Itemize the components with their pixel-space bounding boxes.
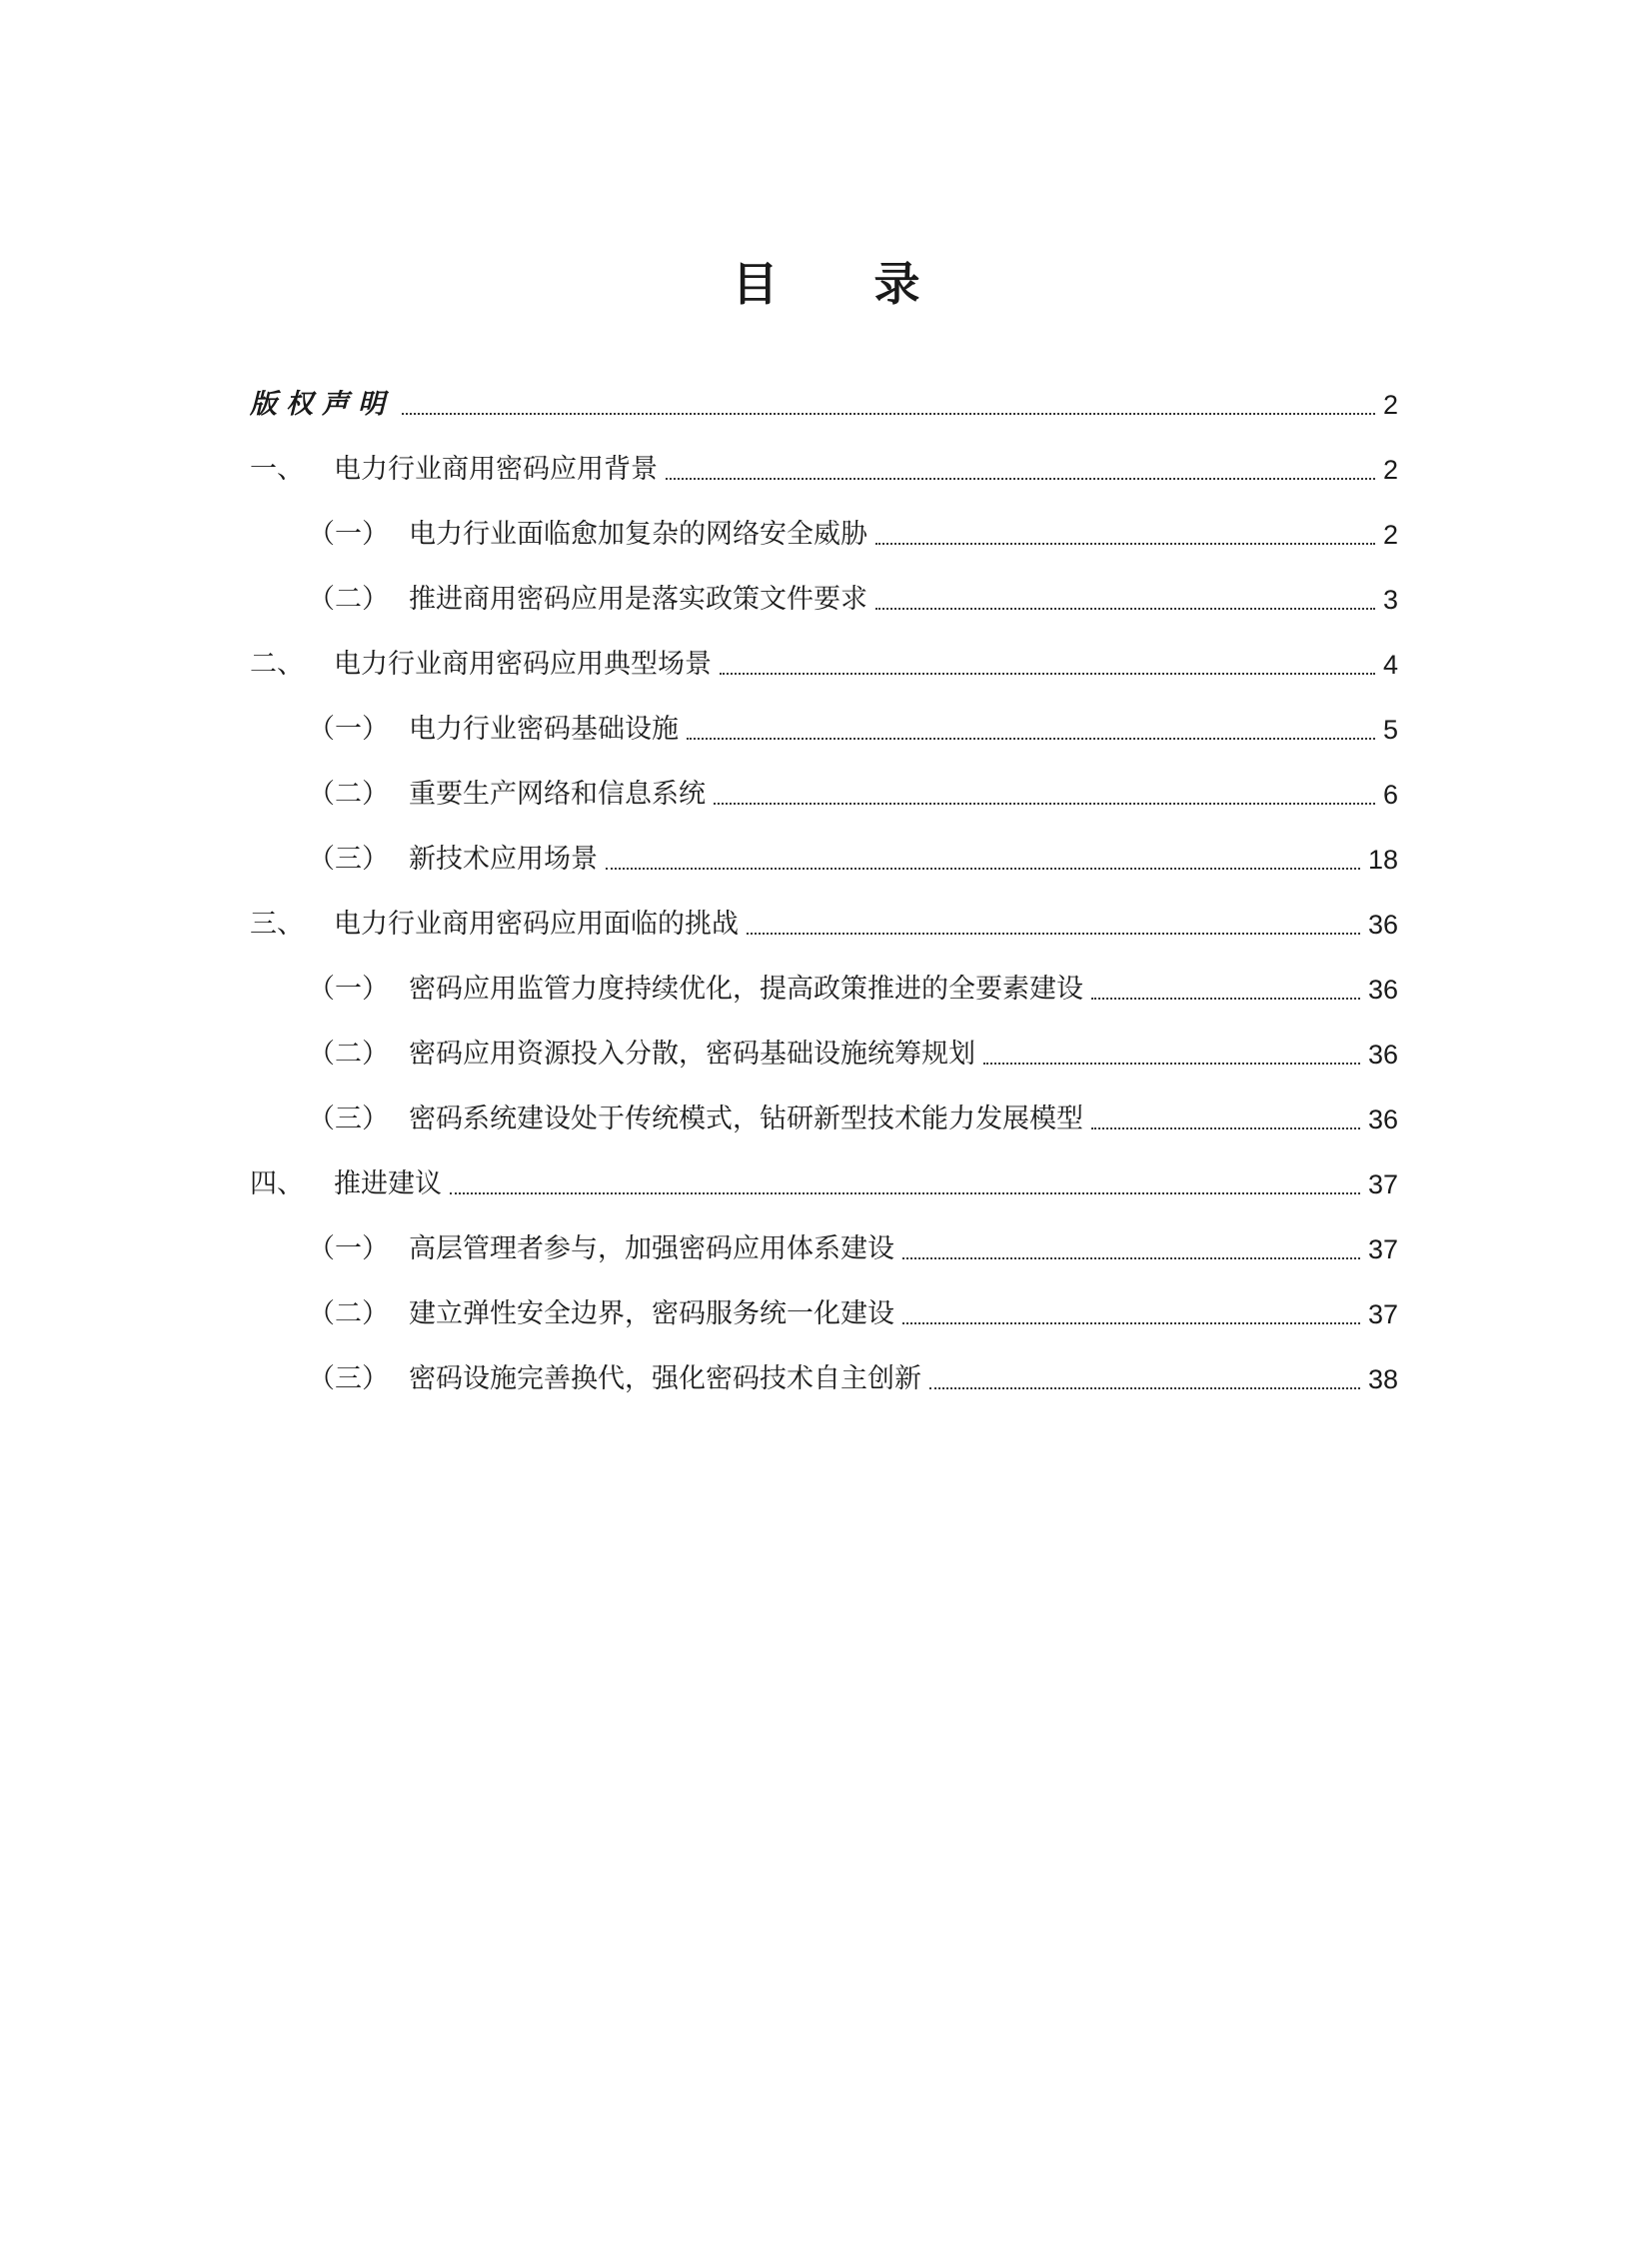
toc-dot-leader <box>720 673 1375 675</box>
toc-dot-leader <box>606 868 1360 870</box>
toc-entry[interactable] <box>250 368 1398 422</box>
toc-title: 目 录 <box>732 257 960 311</box>
toc-entry-text: 建立弹性安全边界，密码服务统一化建设 <box>409 1298 894 1329</box>
toc-entry-marker: 一、 <box>250 454 304 485</box>
toc-entry-marker: （二） <box>308 1039 389 1070</box>
toc-dot-leader <box>666 478 1375 480</box>
toc-page-number: 37 <box>1367 1299 1398 1329</box>
toc-entry[interactable] <box>250 1201 1398 1266</box>
toc-dot-leader <box>747 933 1360 935</box>
toc-page-number: 36 <box>1367 1105 1398 1134</box>
toc-entry-text: 密码设施完善换代，强化密码技术自主创新 <box>409 1363 921 1394</box>
toc-entry-marker: （三） <box>308 1363 389 1394</box>
toc-entry[interactable] <box>250 487 1398 552</box>
toc-entry-text: 重要生产网络和信息系统 <box>409 779 706 810</box>
toc-dot-leader <box>983 1063 1360 1065</box>
toc-entry-text: 新技术应用场景 <box>409 844 598 875</box>
toc-page-number: 38 <box>1367 1364 1398 1394</box>
toc-entry-text: 高层管理者参与，加强密码应用体系建设 <box>409 1233 894 1264</box>
toc-page-number: 37 <box>1367 1169 1398 1199</box>
toc-entry[interactable] <box>250 682 1398 747</box>
toc-page-number: 2 <box>1382 520 1398 550</box>
toc-page-number: 4 <box>1382 650 1398 680</box>
toc-page-number: 6 <box>1382 780 1398 810</box>
toc-entry[interactable] <box>250 1072 1398 1136</box>
toc-dot-leader <box>902 1257 1360 1259</box>
toc-page-number: 2 <box>1382 455 1398 485</box>
toc-entry-marker: （二） <box>308 584 389 615</box>
toc-entry-marker: （三） <box>308 1104 389 1134</box>
toc-entry[interactable] <box>250 747 1398 812</box>
toc-entry[interactable] <box>250 1266 1398 1331</box>
toc-dot-leader <box>402 413 1375 415</box>
toc-entry-text: 电力行业商用密码应用面临的挑战 <box>334 909 739 940</box>
toc-entry-text: 电力行业密码基础设施 <box>409 714 679 745</box>
toc-entry-text: 推进商用密码应用是落实政策文件要求 <box>409 584 867 615</box>
toc-entry-text: 密码应用监管力度持续优化，提高政策推进的全要素建设 <box>409 974 1083 1005</box>
toc-entry[interactable] <box>250 1007 1398 1072</box>
toc-page-number: 36 <box>1367 975 1398 1005</box>
toc-page-number: 37 <box>1367 1234 1398 1264</box>
toc-entry-text: 版权声明 <box>250 389 394 420</box>
toc-entry-text: 电力行业商用密码应用背景 <box>334 454 658 485</box>
toc-entry[interactable] <box>250 1331 1398 1396</box>
toc-page-number: 18 <box>1367 845 1398 875</box>
toc-entry-marker: （一） <box>308 714 389 745</box>
toc-dot-leader <box>714 803 1375 805</box>
toc-page-number: 2 <box>1382 390 1398 420</box>
toc-dot-leader <box>902 1322 1360 1324</box>
toc-page-number: 3 <box>1382 585 1398 615</box>
toc-entry-text: 密码系统建设处于传统模式，钻研新型技术能力发展模型 <box>409 1104 1083 1134</box>
toc-entry[interactable] <box>250 617 1398 682</box>
toc-page-number: 36 <box>1367 910 1398 940</box>
toc-page-number: 36 <box>1367 1040 1398 1070</box>
toc-dot-leader <box>875 608 1375 610</box>
toc-entry-marker: （一） <box>308 1233 389 1264</box>
toc-entry-marker: （一） <box>308 974 389 1005</box>
toc-entry-text: 推进建议 <box>334 1168 442 1199</box>
toc-entry-marker: 四、 <box>250 1168 304 1199</box>
toc-entry-text: 密码应用资源投入分散，密码基础设施统筹规划 <box>409 1039 975 1070</box>
toc-entry-marker: 三、 <box>250 909 304 940</box>
toc-dot-leader <box>687 738 1375 740</box>
toc-entry-marker: （二） <box>308 1298 389 1329</box>
toc-entry-text: 电力行业面临愈加复杂的网络安全威胁 <box>409 519 867 550</box>
toc-dot-leader <box>450 1192 1360 1194</box>
toc-dot-leader <box>875 543 1375 545</box>
toc-entry[interactable] <box>250 942 1398 1007</box>
toc-dot-leader <box>1091 998 1360 1000</box>
toc-entry[interactable] <box>250 552 1398 617</box>
toc-entry-marker: 二、 <box>250 649 304 680</box>
toc-entry[interactable] <box>250 1136 1398 1201</box>
toc-page-number: 5 <box>1382 715 1398 745</box>
toc-entry-marker: （一） <box>308 519 389 550</box>
toc-entry[interactable] <box>250 812 1398 877</box>
toc-entry-text: 电力行业商用密码应用典型场景 <box>334 649 712 680</box>
toc-list <box>250 368 1398 1396</box>
toc-dot-leader <box>929 1387 1360 1389</box>
toc-entry[interactable] <box>250 422 1398 487</box>
toc-entry[interactable] <box>250 877 1398 942</box>
toc-entry-marker: （三） <box>308 844 389 875</box>
toc-entry-marker: （二） <box>308 779 389 810</box>
toc-dot-leader <box>1091 1127 1360 1129</box>
